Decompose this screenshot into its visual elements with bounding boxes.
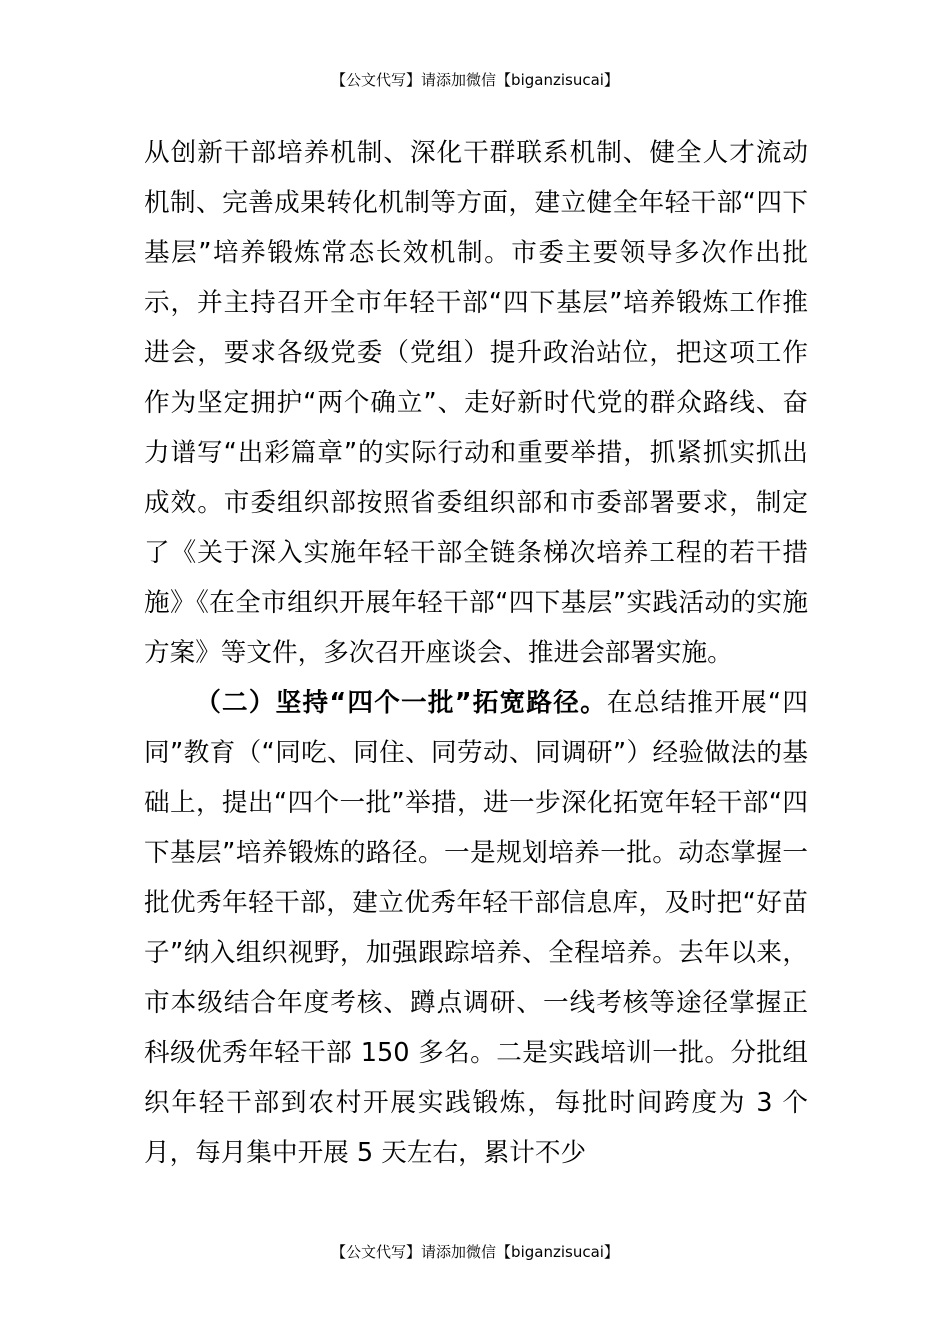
paragraph-1: 从创新干部培养机制、深化干群联系机制、健全人才流动机制、完善成果转化机制等方面，建立健全年轻干部“四下基层”培养锻炼常态长效机制。市委主要领导多次作出批示，并主持召开全市年轻干部“四下基层”培养锻炼工作推进会，要求各级党委（党组）提升政治站位，把这项工作作为坚定拥护“两个确立”、走好新时代党的群众路线、奋力谱写“出彩篇章”的实际行动和重要举措，抓紧抓实抓出成效。市委组织部按照省委组织部和市委部署要求，制定了《关于深入实施年轻干部全链条梯次培养工程的若干措施》《在全市组织开展年轻干部“四下基层”实践活动的实施方案》等文件，多次召开座谈会、推进会部署实施。 bbox=[144, 138, 808, 668]
page-header-watermark: 【公文代写】请添加微信【biganzisucai】 bbox=[331, 71, 619, 89]
paragraph-2-text: 在总结推开展“四同”教育（“同吃、同住、同劳动、同调研”）经验做法的基础上，提出“四个一批”举措，进一步深化拓宽年轻干部“四下基层”培养锻炼的路径。一是规划培养一批。动态掌握一批优秀年轻干部，建立优秀年轻干部信息库，及时把“好苗子”纳入组织视野，加强跟踪培养、全程培养。去年以来，市本级结合年度考核、蹲点调研、一线考核等途径掌握正科级优秀年轻干部 150 多名。二是实践培训一批。分批组织年轻干部到农村开展实践锻炼，每批时间跨度为 3 个月，每月集中开展 5 天左右，累计不少 bbox=[144, 688, 808, 1168]
page-footer-watermark: 【公文代写】请添加微信【biganzisucai】 bbox=[331, 1243, 619, 1261]
paragraph-2 bbox=[144, 678, 808, 1178]
document-body bbox=[144, 128, 808, 1178]
section-heading: （二）坚持“四个一批”拓宽路径。 bbox=[195, 688, 607, 718]
